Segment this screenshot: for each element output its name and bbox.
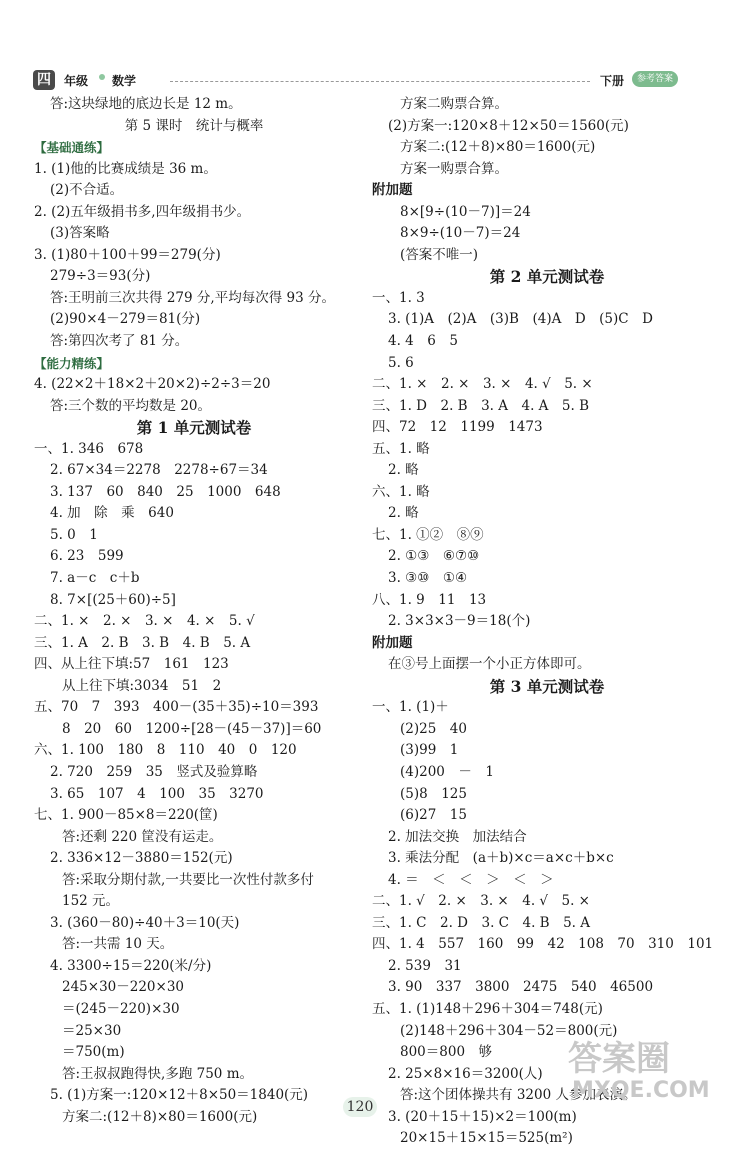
answer-line: 附加题: [372, 182, 413, 199]
answer-line: 3. (1)A (2)A (3)B (4)A D (5)C D: [388, 311, 653, 328]
answer-line: 3. 65 107 4 100 35 3270: [50, 785, 264, 802]
answer-line: 答:一共需 10 天。: [62, 936, 174, 953]
answer-badge: 参考答案: [632, 71, 678, 87]
answer-line: 方案二购票合算。: [400, 96, 508, 112]
answer-line: 答:三个数的平均数是 20。: [50, 397, 212, 414]
answer-line: 6. 23 599: [50, 548, 124, 565]
answer-line: 2. 3×3×3－9＝18(个): [388, 613, 531, 630]
answer-line: 从上往下填:3034 51 2: [62, 677, 222, 694]
header-divider: [170, 81, 590, 82]
answer-line: 答:第四次考了 81 分。: [50, 333, 189, 350]
answer-line: 五、70 7 393 400－(35＋35)÷10＝393: [34, 699, 319, 716]
watermark-logo: [568, 1039, 718, 1103]
answer-line: 3. ③⑩ ①④: [388, 570, 468, 587]
answer-line: 3. (20＋15＋15)×2＝100(m): [388, 1108, 577, 1125]
answer-line: 八、1. 9 11 13: [372, 591, 487, 608]
answer-line: 方案二:(12＋8)×80＝1600(元): [62, 1108, 258, 1125]
answer-line: 答:采取分期付款,一共要比一次性付款多付: [62, 871, 314, 888]
answer-line: 4. 3300÷15＝220(米/分): [50, 957, 212, 974]
answer-line: 五、1. (1)148＋296＋304＝748(元): [372, 1000, 603, 1017]
answer-line: 2. 略: [388, 462, 419, 479]
answer-line: 三、1. C 2. D 3. C 4. B 5. A: [372, 914, 591, 931]
grade-badge: 四: [33, 70, 55, 90]
section-title: 第 1 单元测试卷: [136, 418, 252, 438]
answer-line: 5. 6: [388, 354, 414, 371]
answer-line: ＝(245－220)×30: [62, 1000, 180, 1017]
subject-label: 数学: [112, 74, 137, 88]
right-column: [372, 94, 722, 1150]
answer-line: 4. 4 6 5: [388, 333, 458, 350]
answer-line: 2. 336×12－3880＝152(元): [50, 850, 233, 867]
answer-line: 4. (22×2＋18×2＋20×2)÷2÷3＝20: [34, 376, 271, 393]
answer-line: 3. 90 337 3800 2475 540 46500: [388, 979, 654, 996]
answer-line: 第 5 课时 统计与概率: [124, 117, 264, 134]
answer-line: 答:这块绿地的底边长是 12 m。: [50, 96, 242, 112]
answer-line: 方案二:(12＋8)×80＝1600(元): [400, 139, 596, 156]
answer-line: 一、1. 3: [372, 289, 425, 306]
dot-icon: [99, 74, 105, 80]
answer-line: 五、1. 略: [372, 440, 430, 457]
answer-line: 六、1. 略: [372, 483, 430, 500]
answer-line: 【基础通练】: [34, 140, 110, 156]
answer-line: (2)90×4－279＝81(分): [50, 311, 201, 328]
answer-line: 800＝800 够: [400, 1044, 493, 1061]
answer-line: 20×15＋15×15＝525(m²): [400, 1130, 573, 1147]
answer-line: 三、1. D 2. B 3. A 4. A 5. B: [372, 397, 590, 414]
answer-line: ＝25×30: [62, 1022, 122, 1039]
answer-line: (2)148＋296＋304－52＝800(元): [400, 1022, 618, 1039]
answer-line: (4)200 － 1: [400, 763, 494, 780]
answer-line: (6)27 15: [400, 807, 467, 824]
answer-line: 2. 720 259 35 竖式及验算略: [50, 763, 258, 780]
answer-line: 七、1. ①② ⑧⑨: [372, 526, 484, 543]
section-title: 第 2 单元测试卷: [489, 267, 605, 287]
answer-line: 方案一购票合算。: [400, 160, 508, 177]
grade-label: 年级: [64, 74, 89, 88]
answer-line: 3. (360－80)÷40＋3＝10(天): [50, 914, 240, 931]
answer-line: (2)方案一:120×8＋12×50＝1560(元): [388, 117, 629, 134]
answer-line: 在③号上面摆一个小正方体即可。: [388, 656, 591, 673]
volume-label: 下册: [600, 74, 625, 88]
answer-line: ＝750(m): [62, 1044, 125, 1061]
answer-line: 六、1. 100 180 8 110 40 0 120: [34, 742, 297, 759]
answer-line: 245×30－220×30: [62, 979, 185, 996]
watermark-line-1: 答案圈: [568, 1039, 670, 1079]
answer-line: 8. 7×[(25＋60)÷5]: [50, 591, 176, 608]
answer-line: 8×9÷(10－7)＝24: [400, 225, 521, 242]
page-header: [30, 68, 720, 94]
answer-line: 8×[9÷(10－7)]＝24: [400, 203, 531, 220]
left-column: [34, 94, 354, 1128]
watermark-line-2: MXQE.COM: [572, 1078, 710, 1103]
answer-line: 2. 25×8×16＝3200(人): [388, 1065, 543, 1082]
answer-line: 152 元。: [62, 893, 120, 910]
section-title: 第 3 单元测试卷: [489, 676, 605, 696]
answer-line: 四、从上往下填:57 161 123: [34, 656, 229, 673]
answer-line: 2. ①③ ⑥⑦⑩: [388, 548, 480, 565]
page-number: 120: [343, 1097, 377, 1117]
answer-line: 5. (1)方案一:120×12＋8×50＝1840(元): [50, 1087, 309, 1104]
answer-line: 4. ＝ ＜ ＜ ＞ ＜ ＞: [388, 871, 554, 888]
answer-line: (2)25 40: [400, 720, 467, 737]
answer-line: 8 20 60 1200÷[28－(45－37)]＝60: [62, 720, 322, 737]
answer-line: 2. 539 31: [388, 957, 462, 974]
answer-line: (3)答案略: [50, 225, 110, 242]
answer-line: 3. (1)80＋100＋99＝279(分): [34, 246, 221, 263]
answer-line: 7. a－c c＋b: [50, 570, 140, 587]
answer-line: 答:还剩 220 筐没有运走。: [62, 828, 223, 845]
answer-line: 一、1. 346 678: [34, 440, 144, 457]
answer-line: 2. 加法交换 加法结合: [388, 828, 527, 845]
answer-line: 二、1. × 2. × 3. × 4. × 5. √: [34, 613, 255, 630]
answer-line: 一、1. (1)＋: [372, 699, 449, 716]
answer-line: 1. (1)他的比赛成绩是 36 m。: [34, 160, 217, 177]
answer-line: 【能力精练】: [34, 355, 110, 371]
answer-line: 答:王叔叔跑得快,多跑 750 m。: [62, 1065, 253, 1082]
answer-line: 2. (2)五年级捐书多,四年级捐书少。: [34, 203, 251, 220]
answer-line: 5. 0 1: [50, 526, 98, 543]
answer-line: (答案不唯一): [400, 246, 479, 263]
answer-line: 279÷3＝93(分): [50, 268, 151, 285]
answer-line: 四、1. 4 557 160 99 42 108 70 310 101: [372, 936, 714, 953]
answer-line: (2)不合适。: [50, 182, 124, 199]
answer-line: (3)99 1: [400, 742, 459, 759]
answer-line: 3. 乘法分配 (a＋b)×c＝a×c＋b×c: [388, 850, 614, 867]
answer-line: (5)8 125: [400, 785, 467, 802]
answer-line: 二、1. × 2. × 3. × 4. √ 5. ×: [372, 376, 593, 393]
answer-line: 七、1. 900－85×8＝220(筐): [34, 807, 218, 824]
answer-line: 4. 加 除 乘 640: [50, 505, 174, 522]
answer-line: 附加题: [372, 634, 413, 651]
answer-line: 2. 略: [388, 505, 419, 522]
answer-line: 答:这个团体操共有 3200 人参加表演。: [400, 1087, 637, 1104]
answer-line: 2. 67×34＝2278 2278÷67＝34: [50, 462, 268, 479]
answer-line: 三、1. A 2. B 3. B 4. B 5. A: [34, 634, 251, 651]
answer-line: 答:王明前三次共得 279 分,平均每次得 93 分。: [50, 289, 335, 306]
answer-line: 二、1. √ 2. × 3. × 4. √ 5. ×: [372, 893, 590, 910]
answer-line: 3. 137 60 840 25 1000 648: [50, 483, 281, 500]
answer-line: 四、72 12 1199 1473: [372, 419, 543, 436]
